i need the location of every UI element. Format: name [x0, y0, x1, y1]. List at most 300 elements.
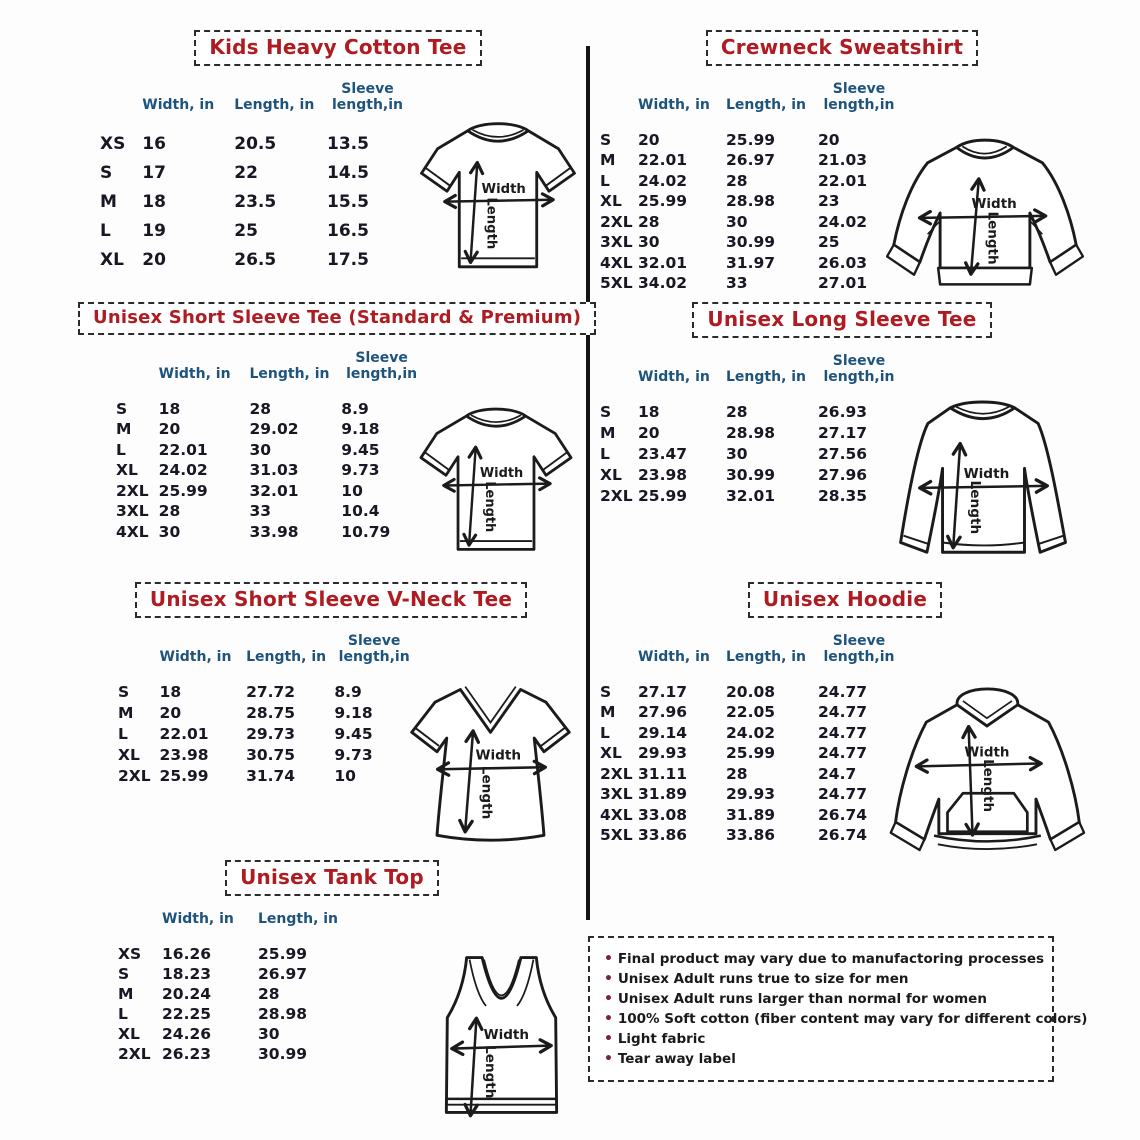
sleeve-value: 9.73: [334, 745, 373, 764]
size-label: M: [600, 703, 616, 722]
length-value: 32.01: [726, 486, 776, 505]
sleeve-column-header: Sleeve length,in: [823, 633, 895, 665]
size-label: L: [118, 724, 128, 743]
length-value: 32.01: [249, 481, 299, 500]
length-value: 30: [726, 444, 748, 463]
width-value: 18: [638, 402, 660, 421]
section-title: [706, 30, 978, 66]
length-value: 29.73: [246, 724, 296, 743]
section-title: [78, 302, 596, 335]
width-value: 16.26: [162, 944, 212, 963]
size-row: [600, 825, 900, 846]
section-title-text: Unisex Short Sleeve Tee (Standard & Premium): [93, 307, 582, 328]
sleeve-value: 24.02: [818, 212, 868, 231]
note-text: Light fabric: [617, 1031, 706, 1047]
sleeve-value: 9.73: [341, 461, 380, 480]
width-value: 18: [159, 682, 182, 701]
sleeve-value: 13.5: [326, 133, 369, 154]
length-arrow-label: Length: [966, 480, 983, 535]
width-value: 30: [158, 522, 181, 541]
note-text: Final product may vary due to manufactoring processes: [617, 951, 1045, 967]
size-row: [118, 765, 414, 786]
hoodie-table: [600, 634, 900, 845]
size-column-header: [100, 82, 142, 129]
width-value: 33.08: [638, 805, 688, 824]
width-arrow-label: Width: [481, 182, 526, 198]
section-vneck: [82, 582, 580, 847]
section-tank: [82, 860, 582, 1125]
size-row: [118, 944, 378, 964]
sleeve-value: 17.5: [326, 249, 369, 270]
size-label: L: [118, 1004, 128, 1023]
sleeve-value: 27.01: [818, 274, 868, 293]
size-row: [100, 129, 408, 158]
sleeve-value: 9.18: [341, 420, 380, 439]
size-label: XL: [116, 461, 138, 480]
size-row: [118, 744, 414, 765]
length-value: 28: [726, 402, 748, 421]
size-label: XS: [100, 133, 126, 154]
size-row: [118, 702, 414, 723]
width-value: 18.23: [162, 964, 212, 983]
note-item: [604, 989, 1038, 1009]
length-value: 26.5: [234, 249, 277, 270]
size-label: XL: [118, 745, 140, 764]
length-value: 22: [234, 162, 258, 183]
size-row: [600, 702, 900, 723]
section-kids-tee: [88, 30, 588, 280]
width-value: 34.02: [638, 274, 688, 293]
length-column-header: Length, in: [258, 911, 339, 927]
length-value: 28.75: [246, 703, 296, 722]
width-column-header: Width, in: [638, 648, 710, 665]
section-title: [225, 860, 439, 896]
size-row: [118, 1044, 378, 1064]
section-title: [748, 582, 942, 618]
width-column-header: Width, in: [158, 365, 231, 382]
section-title-text: Unisex Hoodie: [762, 587, 928, 611]
size-label: L: [116, 440, 126, 459]
width-value: 33.86: [638, 826, 688, 845]
length-value: 30: [258, 1024, 280, 1043]
size-label: 2XL: [118, 766, 151, 785]
size-row: [600, 804, 900, 825]
width-value: 26.23: [162, 1044, 212, 1063]
size-row: [118, 984, 378, 1004]
width-value: 31.89: [638, 785, 688, 804]
size-column-header: [118, 912, 162, 944]
width-column-header: Width, in: [162, 911, 234, 927]
width-value: 17: [142, 162, 166, 183]
vneck-table: [118, 634, 414, 786]
sleeve-value: 27.17: [818, 423, 868, 442]
length-value: 31.03: [249, 461, 299, 480]
length-value: 31.74: [246, 766, 296, 785]
size-label: 4XL: [116, 522, 149, 541]
size-column-header: [600, 82, 638, 129]
long-sleeve-table: [600, 354, 900, 506]
width-value: 27.17: [638, 682, 688, 701]
size-row: [600, 191, 900, 212]
width-value: 24.02: [158, 461, 208, 480]
length-value: 25.99: [726, 130, 776, 149]
size-row: [600, 784, 900, 805]
size-row: [600, 422, 900, 443]
length-value: 27.72: [246, 682, 296, 701]
sleeve-value: 24.77: [818, 744, 868, 763]
size-label: S: [600, 682, 612, 701]
length-value: 20.5: [234, 133, 277, 154]
size-row: [116, 439, 422, 460]
sleeve-value: 24.77: [818, 703, 868, 722]
size-row: [600, 464, 900, 485]
table-body: [600, 681, 900, 845]
size-row: [118, 723, 414, 744]
size-row: [600, 485, 900, 506]
size-label: M: [600, 423, 616, 442]
length-value: 33: [249, 502, 272, 521]
width-arrow-label: Width: [964, 745, 1010, 761]
length-value: 28: [258, 984, 280, 1003]
hoodie-illustration: [884, 672, 1086, 853]
size-row: [116, 521, 422, 542]
kids-tee-table: [100, 82, 408, 274]
tank-top-illustration: [424, 946, 579, 1125]
width-value: 29.93: [638, 744, 688, 763]
size-row: [118, 964, 378, 984]
note-item: [604, 1049, 1038, 1069]
length-value: 30: [726, 212, 748, 231]
length-column-header: Length, in: [246, 648, 327, 665]
length-value: 26.97: [258, 964, 308, 983]
size-label: S: [116, 399, 128, 418]
width-column-header: Width, in: [159, 648, 232, 665]
width-value: 20: [159, 703, 182, 722]
sleeve-value: 10.79: [341, 522, 391, 541]
length-value: 29.93: [726, 785, 776, 804]
sleeve-value: 21.03: [818, 151, 868, 170]
length-value: 24.02: [726, 723, 776, 742]
size-label: 2XL: [116, 481, 149, 500]
width-value: 23.98: [159, 745, 209, 764]
section-title-text: Kids Heavy Cotton Tee: [209, 35, 467, 59]
table-body: [100, 129, 408, 274]
length-value: 28: [726, 764, 748, 783]
size-label: 3XL: [600, 785, 633, 804]
size-label: XL: [600, 192, 622, 211]
sleeve-column-header: Sleeve length,in: [346, 350, 418, 382]
table-body: [600, 401, 900, 506]
width-value: 24.02: [638, 171, 688, 190]
note-text: Tear away label: [617, 1051, 736, 1067]
sleeve-value: 8.9: [334, 682, 362, 701]
crewneck-illustration: [886, 130, 1084, 296]
size-row: [118, 1024, 378, 1044]
size-label: M: [600, 151, 616, 170]
size-label: XL: [118, 1024, 140, 1043]
length-value: 30.75: [246, 745, 296, 764]
size-row: [118, 1004, 378, 1024]
crewneck-table: [600, 82, 900, 293]
std-tee-table: [116, 351, 422, 542]
size-column-header: [600, 634, 638, 681]
table-header: [100, 82, 408, 129]
size-row: [600, 232, 900, 253]
table-body: [116, 398, 422, 542]
length-arrow-label: Length: [483, 197, 499, 250]
width-value: 22.01: [159, 724, 209, 743]
sleeve-value: 24.77: [818, 682, 868, 701]
width-value: 20.24: [162, 984, 212, 1003]
table-body: [118, 681, 414, 786]
width-value: 20: [638, 423, 660, 442]
width-value: 25.99: [638, 192, 688, 211]
length-value: 29.02: [249, 420, 299, 439]
table-header: [116, 351, 422, 398]
sleeve-column-header: Sleeve length,in: [823, 353, 895, 385]
product-notes-box: [588, 936, 1088, 1082]
length-value: 20.08: [726, 682, 776, 701]
size-label: L: [100, 220, 111, 241]
length-value: 22.05: [726, 703, 776, 722]
section-title: [135, 582, 527, 618]
width-value: 22.01: [158, 440, 208, 459]
sleeve-column-header: Sleeve length,in: [823, 81, 895, 113]
size-label: 2XL: [600, 212, 633, 231]
section-title-text: Unisex Tank Top: [240, 865, 424, 889]
width-arrow-label: Width: [475, 747, 522, 764]
sleeve-value: 8.9: [341, 399, 369, 418]
size-row: [600, 401, 900, 422]
size-label: L: [600, 171, 610, 190]
length-value: 28.98: [726, 192, 776, 211]
length-arrow-label: Length: [984, 211, 1001, 265]
sleeve-value: 26.74: [818, 805, 868, 824]
tee-illustration: [408, 395, 584, 563]
section-crewneck: [596, 30, 1088, 296]
size-label: 5XL: [600, 274, 633, 293]
width-column-header: Width, in: [142, 96, 215, 113]
tee-illustration: [408, 110, 588, 280]
size-row: [600, 681, 900, 702]
width-value: 29.14: [638, 723, 688, 742]
width-value: 20: [142, 249, 166, 270]
size-label: XL: [600, 465, 622, 484]
size-column-header: [600, 354, 638, 401]
table-header: [600, 634, 900, 681]
size-row: [116, 480, 422, 501]
width-arrow-label: Width: [963, 466, 1010, 483]
length-value: 31.97: [726, 253, 776, 272]
sleeve-value: 9.18: [334, 703, 373, 722]
sleeve-value: 27.96: [818, 465, 868, 484]
sleeve-value: 14.5: [326, 162, 369, 183]
notes-list: [604, 949, 1088, 1069]
sleeve-value: 24.7: [818, 764, 857, 783]
length-value: 30: [249, 440, 272, 459]
sleeve-column-header: Sleeve length,in: [331, 81, 403, 113]
size-label: S: [100, 162, 113, 183]
width-arrow-label: Width: [483, 1026, 530, 1043]
length-value: 30.99: [726, 465, 776, 484]
sleeve-value: 24.77: [818, 723, 868, 742]
width-value: 27.96: [638, 703, 688, 722]
note-item: [604, 1009, 1088, 1029]
size-row: [600, 443, 900, 464]
table-header: [118, 912, 378, 944]
width-value: 30: [638, 233, 660, 252]
table-header: [118, 634, 414, 681]
sleeve-value: 27.56: [818, 444, 868, 463]
sleeve-value: 22.01: [818, 171, 868, 190]
section-long-sleeve: [596, 302, 1088, 570]
size-row: [116, 460, 422, 481]
sleeve-value: 16.5: [326, 220, 369, 241]
width-value: 18: [142, 191, 166, 212]
size-label: 5XL: [600, 826, 633, 845]
note-text: Unisex Adult runs larger than normal for women: [617, 991, 987, 1007]
section-title: [194, 30, 481, 66]
note-item: [604, 969, 1038, 989]
section-hoodie: [596, 582, 1094, 853]
size-label: M: [118, 984, 134, 1003]
sleeve-value: 10: [341, 481, 363, 500]
length-arrow-label: Length: [478, 765, 495, 820]
width-value: 25.99: [638, 486, 688, 505]
width-value: 32.01: [638, 253, 688, 272]
length-value: 33.98: [249, 522, 299, 541]
size-label: 4XL: [600, 805, 633, 824]
size-label: XL: [600, 744, 622, 763]
size-label: 2XL: [118, 1044, 151, 1063]
size-row: [100, 245, 408, 274]
width-column-header: Width, in: [638, 96, 710, 113]
size-row: [600, 150, 900, 171]
size-row: [100, 158, 408, 187]
sleeve-value: 10.4: [341, 502, 380, 521]
size-label: 3XL: [600, 233, 633, 252]
size-label: 3XL: [116, 502, 149, 521]
sleeve-value: 9.45: [334, 724, 373, 743]
size-label: 2XL: [600, 764, 633, 783]
width-column-header: Width, in: [638, 368, 710, 385]
sleeve-value: 26.03: [818, 253, 868, 272]
width-arrow-label: Width: [479, 466, 524, 482]
waistband-bottom-line: [938, 844, 1037, 849]
length-value: 25: [234, 220, 258, 241]
length-value: 31.89: [726, 805, 776, 824]
length-value: 30.99: [726, 233, 776, 252]
size-column-header: [118, 634, 160, 681]
width-value: 22.01: [638, 151, 688, 170]
length-value: 33.86: [726, 826, 776, 845]
width-value: 25.99: [158, 481, 208, 500]
size-label: XL: [100, 249, 124, 270]
sleeve-value: 23: [818, 192, 840, 211]
table-body: [118, 944, 378, 1064]
width-value: 28: [158, 502, 181, 521]
size-label: L: [600, 444, 610, 463]
size-label: S: [600, 130, 612, 149]
sleeve-value: 20: [818, 130, 840, 149]
size-column-header: [116, 351, 159, 398]
sleeve-value: 28.35: [818, 486, 868, 505]
length-column-header: Length, in: [249, 365, 330, 382]
table-header: [600, 82, 900, 129]
size-row: [116, 398, 422, 419]
sleeve-value: 10: [334, 766, 356, 785]
length-column-header: Length, in: [234, 96, 315, 113]
size-label: M: [100, 191, 117, 212]
vneck-illustration: [400, 672, 580, 847]
length-arrow-label: Length: [481, 481, 497, 533]
size-row: [600, 722, 900, 743]
size-row: [116, 419, 422, 440]
width-value: 20: [638, 130, 660, 149]
width-value: 23.47: [638, 444, 688, 463]
section-title-text: Unisex Long Sleeve Tee: [707, 307, 977, 331]
size-label: S: [118, 964, 130, 983]
section-title-text: Unisex Short Sleeve V-Neck Tee: [149, 587, 513, 611]
length-value: 25.99: [258, 944, 308, 963]
length-value: 28: [726, 171, 748, 190]
length-arrow-label: Length: [482, 1045, 499, 1099]
size-label: S: [118, 682, 130, 701]
size-label: L: [600, 723, 610, 742]
length-column-header: Length, in: [726, 96, 807, 113]
waistband-line: [934, 836, 1041, 842]
note-text: Unisex Adult runs true to size for men: [617, 971, 909, 987]
width-value: 25.99: [159, 766, 209, 785]
section-title-text: Crewneck Sweatshirt: [720, 35, 964, 59]
width-value: 24.26: [162, 1024, 212, 1043]
sleeve-value: 24.77: [818, 785, 868, 804]
width-value: 31.11: [638, 764, 688, 783]
table-body: [600, 129, 900, 293]
size-row: [600, 273, 900, 294]
size-label: M: [116, 420, 132, 439]
size-label: S: [600, 402, 612, 421]
note-text: 100% Soft cotton (fiber content may vary for different colors): [617, 1011, 1088, 1027]
sleeve-value: 25: [818, 233, 840, 252]
length-column-header: Length, in: [726, 648, 807, 665]
size-label: 2XL: [600, 486, 633, 505]
length-value: 28.98: [258, 1004, 308, 1023]
sleeve-value: 26.93: [818, 402, 868, 421]
note-item: [604, 949, 1045, 969]
size-row: [600, 211, 900, 232]
size-row: [600, 129, 900, 150]
size-row: [100, 187, 408, 216]
width-arrow-label: Width: [971, 196, 1017, 213]
width-value: 22.25: [162, 1004, 212, 1023]
size-row: [600, 743, 900, 764]
length-value: 33: [726, 274, 748, 293]
length-value: 23.5: [234, 191, 277, 212]
size-label: XS: [118, 944, 142, 963]
sleeve-value: 26.74: [818, 826, 868, 845]
size-row: [116, 501, 422, 522]
length-value: 26.97: [726, 151, 776, 170]
length-value: 25.99: [726, 744, 776, 763]
size-label: M: [118, 703, 134, 722]
size-label: 4XL: [600, 253, 633, 272]
length-value: 28.98: [726, 423, 776, 442]
sleeve-column-header: Sleeve length,in: [338, 633, 410, 665]
size-row: [600, 252, 900, 273]
long-sleeve-illustration: [884, 394, 1084, 570]
waistband: [938, 268, 1032, 284]
